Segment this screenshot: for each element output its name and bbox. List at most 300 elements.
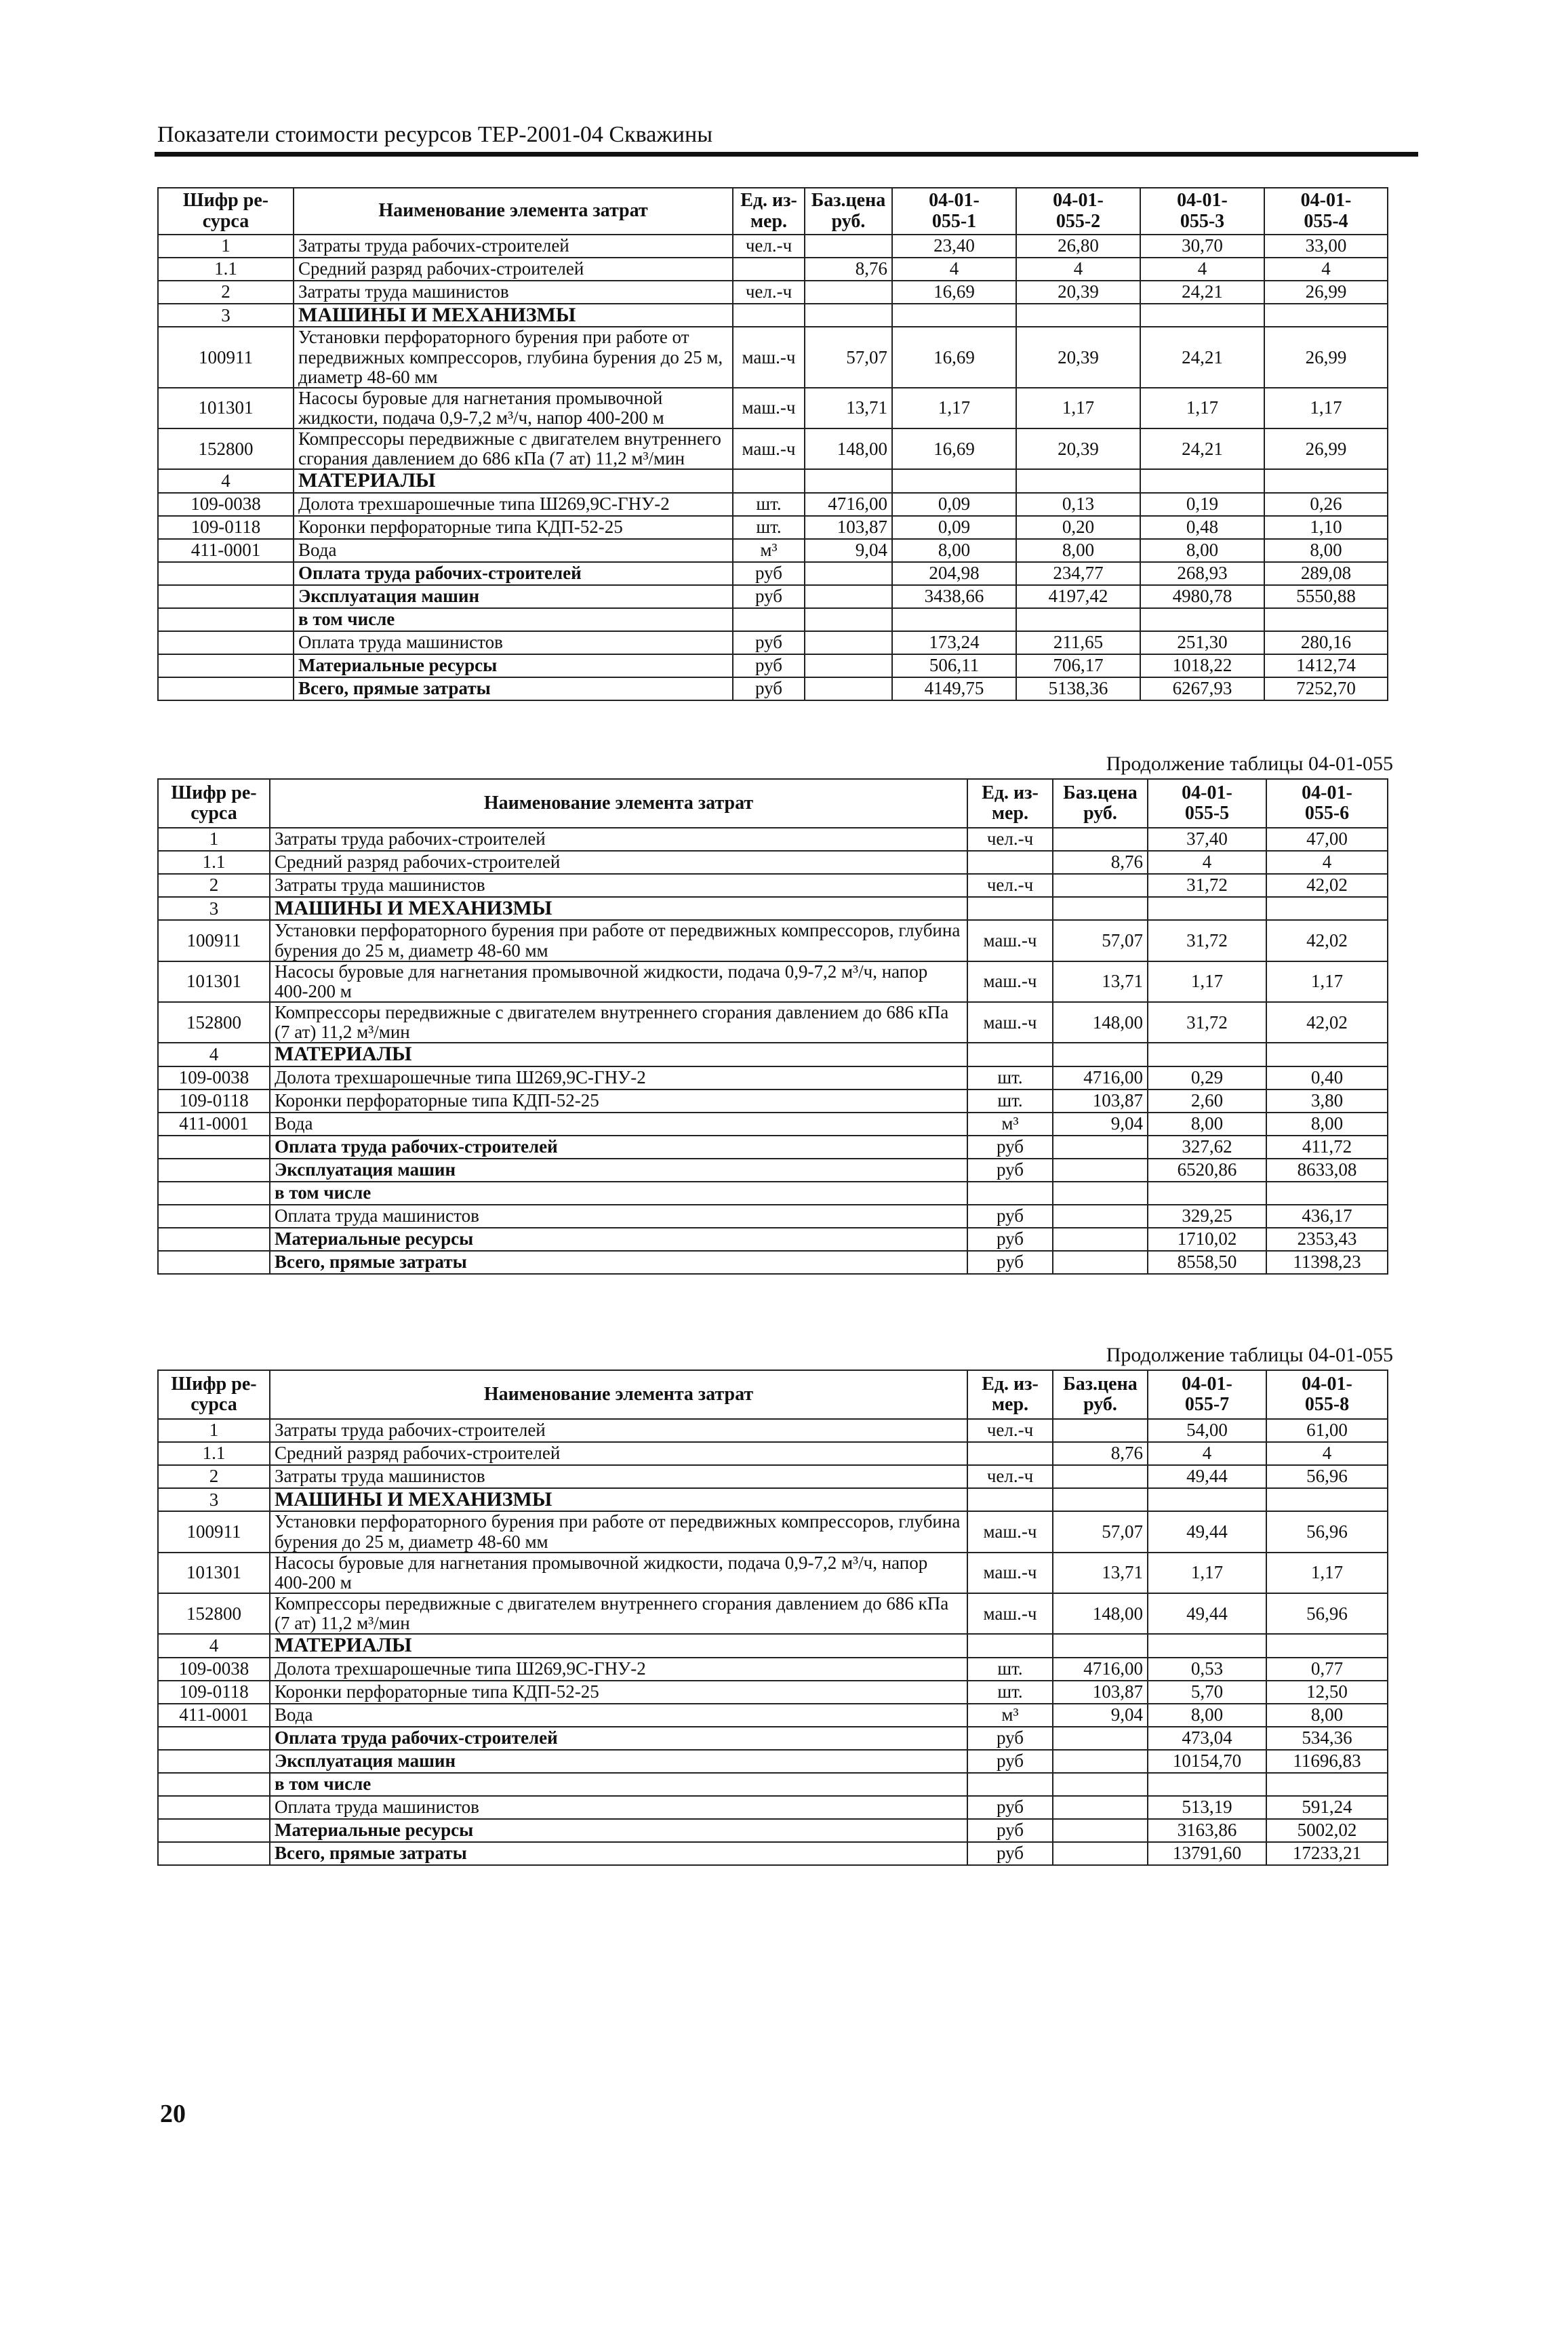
table-row — [158, 608, 1388, 631]
value-cell: 4 — [1266, 851, 1388, 874]
unit-cell: руб — [733, 654, 805, 677]
cost-element-name-cell: Затраты труда рабочих-строителей — [270, 1419, 967, 1442]
resource-code-cell: 101301 — [158, 961, 270, 1002]
cost-element-name-cell: Вода — [294, 539, 733, 562]
value-cell — [1148, 897, 1266, 920]
value-cell: 49,44 — [1148, 1593, 1266, 1634]
value-cell: 31,72 — [1148, 874, 1266, 897]
column-header: 04-01- 055-1 — [892, 188, 1016, 235]
column-header: 04-01- 055-8 — [1266, 1370, 1388, 1419]
cost-element-name-cell: Установки перфораторного бурения при работе от передвижных компрессоров, глубина бурения до 25 м, диаметр 48-60 мм — [270, 1511, 967, 1552]
value-cell: 1,10 — [1264, 516, 1388, 539]
resource-code-cell — [158, 1773, 270, 1796]
cost-element-name-cell: Всего, прямые затраты — [294, 677, 733, 700]
table-row — [158, 1465, 1388, 1488]
unit-cell: руб — [967, 1228, 1053, 1251]
table-row — [158, 1704, 1388, 1727]
resource-code-cell: 109-0038 — [158, 493, 294, 516]
resource-code-cell: 1 — [158, 1419, 270, 1442]
unit-cell: руб — [967, 1842, 1053, 1865]
value-cell — [1266, 1634, 1388, 1657]
table-row — [158, 562, 1388, 585]
value-cell: 436,17 — [1266, 1205, 1388, 1228]
base-price-cell — [805, 304, 892, 327]
table-row — [158, 585, 1388, 608]
table-1-caption: Продолжение таблицы 04-01-055 — [1106, 753, 1393, 775]
resource-code-cell — [158, 1159, 270, 1182]
cost-element-name-cell: Установки перфораторного бурения при работе от передвижных компрессоров, глубина бурения до 25 м, диаметр 48-60 мм — [294, 327, 733, 387]
resource-code-cell: 100911 — [158, 327, 294, 387]
table-row — [158, 258, 1388, 281]
value-cell — [1264, 608, 1388, 631]
resource-code-cell: 109-0038 — [158, 1066, 270, 1089]
unit-cell: руб — [733, 562, 805, 585]
table-row — [158, 281, 1388, 304]
resource-code-cell: 4 — [158, 1043, 270, 1066]
base-price-cell: 13,71 — [1053, 961, 1148, 1002]
unit-cell — [967, 1634, 1053, 1657]
value-cell: 0,53 — [1148, 1658, 1266, 1681]
column-header: Наименование элемента затрат — [294, 188, 733, 235]
cost-element-name-cell: Затраты труда рабочих-строителей — [270, 828, 967, 851]
value-cell: 1,17 — [1016, 388, 1140, 428]
unit-cell: шт. — [733, 516, 805, 539]
value-cell — [892, 608, 1016, 631]
value-cell: 289,08 — [1264, 562, 1388, 585]
cost-element-name-cell: МАШИНЫ И МЕХАНИЗМЫ — [270, 897, 967, 920]
table-row — [158, 851, 1388, 874]
value-cell: 4 — [1148, 851, 1266, 874]
unit-cell — [733, 469, 805, 492]
base-price-cell — [805, 235, 892, 258]
value-cell: 327,62 — [1148, 1136, 1266, 1159]
base-price-cell — [1053, 1228, 1148, 1251]
value-cell: 0,29 — [1148, 1066, 1266, 1089]
unit-cell: маш.-ч — [733, 428, 805, 469]
unit-cell: руб — [967, 1251, 1053, 1274]
resource-code-cell — [158, 1727, 270, 1750]
unit-cell: руб — [733, 677, 805, 700]
base-price-cell: 103,87 — [1053, 1089, 1148, 1113]
base-price-cell — [805, 608, 892, 631]
resource-code-cell — [158, 608, 294, 631]
column-header: Ед. из- мер. — [967, 1370, 1053, 1419]
value-cell: 1,17 — [1266, 961, 1388, 1002]
base-price-cell: 8,76 — [1053, 851, 1148, 874]
unit-cell — [733, 304, 805, 327]
unit-cell — [733, 258, 805, 281]
value-cell: 173,24 — [892, 631, 1016, 654]
column-header: Шифр ре- сурса — [158, 188, 294, 235]
value-cell: 4 — [1266, 1442, 1388, 1465]
value-cell: 56,96 — [1266, 1593, 1388, 1634]
value-cell: 20,39 — [1016, 281, 1140, 304]
value-cell — [1266, 1488, 1388, 1511]
value-cell: 5550,88 — [1264, 585, 1388, 608]
table-row — [158, 1593, 1388, 1634]
cost-element-name-cell: Насосы буровые для нагнетания промывочной жидкости, подача 0,9-7,2 м³/ч, напор 400-200 м — [294, 388, 733, 428]
base-price-cell: 4716,00 — [1053, 1658, 1148, 1681]
cost-element-name-cell: Коронки перфораторные типа КДП-52-25 — [294, 516, 733, 539]
table-row — [158, 1750, 1388, 1773]
unit-cell — [967, 897, 1053, 920]
unit-cell: м³ — [967, 1113, 1053, 1136]
page-number: 20 — [160, 2100, 186, 2128]
value-cell: 1,17 — [1148, 1553, 1266, 1593]
table-row — [158, 1442, 1388, 1465]
base-price-cell — [1053, 1488, 1148, 1511]
cost-element-name-cell: МАШИНЫ И МЕХАНИЗМЫ — [294, 304, 733, 327]
unit-cell: маш.-ч — [967, 961, 1053, 1002]
cost-element-name-cell: Долота трехшарошечные типа Ш269,9С-ГНУ-2 — [294, 493, 733, 516]
table-row — [158, 516, 1388, 539]
base-price-cell — [1053, 1251, 1148, 1274]
value-cell: 42,02 — [1266, 920, 1388, 961]
value-cell: 280,16 — [1264, 631, 1388, 654]
value-cell: 473,04 — [1148, 1727, 1266, 1750]
resource-code-cell: 1.1 — [158, 1442, 270, 1465]
unit-cell: чел.-ч — [967, 874, 1053, 897]
value-cell: 706,17 — [1016, 654, 1140, 677]
cost-element-name-cell: МАШИНЫ И МЕХАНИЗМЫ — [270, 1488, 967, 1511]
value-cell: 534,36 — [1266, 1727, 1388, 1750]
resource-code-cell: 1 — [158, 828, 270, 851]
value-cell: 5002,02 — [1266, 1819, 1388, 1842]
value-cell: 0,77 — [1266, 1658, 1388, 1681]
resource-code-cell — [158, 1842, 270, 1865]
resource-code-cell: 411-0001 — [158, 1704, 270, 1727]
value-cell: 211,65 — [1016, 631, 1140, 654]
cost-element-name-cell: в том числе — [270, 1773, 967, 1796]
value-cell — [1140, 608, 1264, 631]
cost-element-name-cell: Всего, прямые затраты — [270, 1251, 967, 1274]
table-row — [158, 327, 1388, 387]
value-cell: 8,00 — [1016, 539, 1140, 562]
base-price-cell — [805, 677, 892, 700]
resource-code-cell — [158, 677, 294, 700]
resource-code-cell: 152800 — [158, 1593, 270, 1634]
value-cell: 5138,36 — [1016, 677, 1140, 700]
resource-code-cell — [158, 1205, 270, 1228]
resource-code-cell: 411-0001 — [158, 1113, 270, 1136]
base-price-cell — [1053, 1465, 1148, 1488]
cost-element-name-cell: МАТЕРИАЛЫ — [270, 1043, 967, 1066]
value-cell — [1016, 304, 1140, 327]
value-cell: 3163,86 — [1148, 1819, 1266, 1842]
resource-code-cell: 2 — [158, 281, 294, 304]
value-cell — [1264, 469, 1388, 492]
base-price-cell — [1053, 1159, 1148, 1182]
base-price-cell: 9,04 — [1053, 1704, 1148, 1727]
cost-element-name-cell: Затраты труда рабочих-строителей — [294, 235, 733, 258]
value-cell: 8,00 — [1140, 539, 1264, 562]
unit-cell: шт. — [733, 493, 805, 516]
base-price-cell: 4716,00 — [805, 493, 892, 516]
unit-cell — [967, 1442, 1053, 1465]
resource-code-cell — [158, 1796, 270, 1819]
resource-code-cell: 100911 — [158, 920, 270, 961]
value-cell: 3,80 — [1266, 1089, 1388, 1113]
value-cell: 1,17 — [1266, 1553, 1388, 1593]
resource-code-cell: 1.1 — [158, 258, 294, 281]
value-cell — [1148, 1773, 1266, 1796]
resource-code-cell: 101301 — [158, 388, 294, 428]
value-cell: 2,60 — [1148, 1089, 1266, 1113]
table-row — [158, 304, 1388, 327]
table-2-caption: Продолжение таблицы 04-01-055 — [1106, 1344, 1393, 1366]
value-cell: 24,21 — [1140, 281, 1264, 304]
base-price-cell — [1053, 1727, 1148, 1750]
value-cell: 4 — [1264, 258, 1388, 281]
value-cell — [1148, 1043, 1266, 1066]
cost-element-name-cell: Вода — [270, 1704, 967, 1727]
cost-element-name-cell: Материальные ресурсы — [270, 1228, 967, 1251]
base-price-cell: 13,71 — [1053, 1553, 1148, 1593]
cost-element-name-cell: Оплата труда машинистов — [270, 1796, 967, 1819]
value-cell: 4980,78 — [1140, 585, 1264, 608]
table-row — [158, 493, 1388, 516]
unit-cell: маш.-ч — [967, 1593, 1053, 1634]
cost-element-name-cell: Оплата труда рабочих-строителей — [270, 1136, 967, 1159]
value-cell — [1016, 608, 1140, 631]
header-rule — [155, 152, 1418, 157]
resource-code-cell — [158, 631, 294, 654]
value-cell: 11398,23 — [1266, 1251, 1388, 1274]
cost-element-name-cell: Эксплуатация машин — [294, 585, 733, 608]
resource-code-cell: 3 — [158, 897, 270, 920]
base-price-cell — [1053, 874, 1148, 897]
value-cell: 26,99 — [1264, 281, 1388, 304]
resource-code-cell: 100911 — [158, 1511, 270, 1552]
unit-cell: маш.-ч — [967, 920, 1053, 961]
table-row — [158, 1002, 1388, 1043]
table-row — [158, 677, 1388, 700]
unit-cell: руб — [967, 1796, 1053, 1819]
cost-element-name-cell: Коронки перфораторные типа КДП-52-25 — [270, 1681, 967, 1704]
resource-code-cell: 1 — [158, 235, 294, 258]
base-price-cell: 148,00 — [805, 428, 892, 469]
resource-code-cell — [158, 562, 294, 585]
table-row — [158, 874, 1388, 897]
cost-element-name-cell: Вода — [270, 1113, 967, 1136]
value-cell: 1,17 — [892, 388, 1016, 428]
table-row — [158, 1089, 1388, 1113]
base-price-cell — [1053, 1842, 1148, 1865]
value-cell: 329,25 — [1148, 1205, 1266, 1228]
value-cell: 0,48 — [1140, 516, 1264, 539]
value-cell: 26,80 — [1016, 235, 1140, 258]
base-price-cell — [1053, 1796, 1148, 1819]
value-cell: 8,00 — [1148, 1113, 1266, 1136]
cost-table-1 — [157, 187, 1388, 701]
resource-code-cell: 109-0118 — [158, 1089, 270, 1113]
unit-cell: маш.-ч — [967, 1002, 1053, 1043]
table-row — [158, 1634, 1388, 1657]
cost-element-name-cell: в том числе — [270, 1182, 967, 1205]
value-cell — [1266, 1182, 1388, 1205]
cost-element-name-cell: Затраты труда машинистов — [294, 281, 733, 304]
unit-cell — [967, 1182, 1053, 1205]
cost-element-name-cell: Оплата труда машинистов — [270, 1205, 967, 1228]
table-row — [158, 235, 1388, 258]
base-price-cell: 8,76 — [1053, 1442, 1148, 1465]
value-cell: 0,09 — [892, 516, 1016, 539]
value-cell: 506,11 — [892, 654, 1016, 677]
cost-element-name-cell: Насосы буровые для нагнетания промывочной жидкости, подача 0,9-7,2 м³/ч, напор 400-200 м — [270, 1553, 967, 1593]
cost-element-name-cell: Долота трехшарошечные типа Ш269,9С-ГНУ-2 — [270, 1066, 967, 1089]
cost-element-name-cell: Материальные ресурсы — [270, 1819, 967, 1842]
base-price-cell — [1053, 828, 1148, 851]
value-cell: 20,39 — [1016, 428, 1140, 469]
table-row — [158, 1251, 1388, 1274]
value-cell: 49,44 — [1148, 1511, 1266, 1552]
column-header: Баз.цена руб. — [805, 188, 892, 235]
value-cell: 234,77 — [1016, 562, 1140, 585]
unit-cell: шт. — [967, 1658, 1053, 1681]
value-cell: 411,72 — [1266, 1136, 1388, 1159]
unit-cell: руб — [967, 1819, 1053, 1842]
cost-element-name-cell: МАТЕРИАЛЫ — [294, 469, 733, 492]
column-header: 04-01- 055-6 — [1266, 779, 1388, 828]
unit-cell: чел.-ч — [733, 235, 805, 258]
value-cell: 7252,70 — [1264, 677, 1388, 700]
resource-code-cell — [158, 585, 294, 608]
value-cell: 16,69 — [892, 327, 1016, 387]
base-price-cell — [805, 469, 892, 492]
unit-cell: чел.-ч — [967, 1419, 1053, 1442]
value-cell — [1016, 469, 1140, 492]
table-row — [158, 1658, 1388, 1681]
table-row — [158, 1773, 1388, 1796]
base-price-cell: 148,00 — [1053, 1593, 1148, 1634]
value-cell: 37,40 — [1148, 828, 1266, 851]
value-cell: 56,96 — [1266, 1465, 1388, 1488]
table-row — [158, 1182, 1388, 1205]
value-cell: 10154,70 — [1148, 1750, 1266, 1773]
column-header: Наименование элемента затрат — [270, 1370, 967, 1419]
value-cell: 1710,02 — [1148, 1228, 1266, 1251]
base-price-cell — [805, 562, 892, 585]
table-row — [158, 1043, 1388, 1066]
cost-element-name-cell: Компрессоры передвижные с двигателем внутреннего сгорания давлением до 686 кПа (7 ат) 11,2 м³/мин — [270, 1593, 967, 1634]
table-row — [158, 539, 1388, 562]
unit-cell: шт. — [967, 1089, 1053, 1113]
table-row — [158, 1159, 1388, 1182]
value-cell — [892, 304, 1016, 327]
unit-cell: шт. — [967, 1066, 1053, 1089]
resource-code-cell: 152800 — [158, 428, 294, 469]
base-price-cell — [1053, 1819, 1148, 1842]
value-cell: 8,00 — [1266, 1704, 1388, 1727]
value-cell: 47,00 — [1266, 828, 1388, 851]
unit-cell: чел.-ч — [967, 828, 1053, 851]
table-row — [158, 428, 1388, 469]
resource-code-cell: 109-0118 — [158, 1681, 270, 1704]
value-cell: 17233,21 — [1266, 1842, 1388, 1865]
value-cell: 4 — [1148, 1442, 1266, 1465]
base-price-cell: 4716,00 — [1053, 1066, 1148, 1089]
base-price-cell: 148,00 — [1053, 1002, 1148, 1043]
resource-code-cell: 3 — [158, 304, 294, 327]
unit-cell — [967, 851, 1053, 874]
column-header: Шифр ре- сурса — [158, 1370, 270, 1419]
value-cell: 0,40 — [1266, 1066, 1388, 1089]
value-cell: 6520,86 — [1148, 1159, 1266, 1182]
resource-code-cell — [158, 1136, 270, 1159]
resource-code-cell — [158, 1228, 270, 1251]
cost-element-name-cell: Компрессоры передвижные с двигателем внутреннего сгорания давлением до 686 кПа (7 ат) 11,2 м³/мин — [270, 1002, 967, 1043]
unit-cell: маш.-ч — [733, 388, 805, 428]
value-cell: 8633,08 — [1266, 1159, 1388, 1182]
cost-element-name-cell: Средний разряд рабочих-строителей — [270, 851, 967, 874]
unit-cell: руб — [967, 1205, 1053, 1228]
cost-element-name-cell: Эксплуатация машин — [270, 1159, 967, 1182]
column-header: 04-01- 055-4 — [1264, 188, 1388, 235]
value-cell — [1266, 1773, 1388, 1796]
base-price-cell — [1053, 1634, 1148, 1657]
base-price-cell: 57,07 — [1053, 1511, 1148, 1552]
value-cell — [892, 469, 1016, 492]
cost-element-name-cell: Средний разряд рабочих-строителей — [270, 1442, 967, 1465]
column-header: Наименование элемента затрат — [270, 779, 967, 828]
table-row — [158, 1228, 1388, 1251]
unit-cell: м³ — [733, 539, 805, 562]
value-cell — [1140, 304, 1264, 327]
unit-cell: шт. — [967, 1681, 1053, 1704]
value-cell: 3438,66 — [892, 585, 1016, 608]
column-header: 04-01- 055-3 — [1140, 188, 1264, 235]
value-cell: 31,72 — [1148, 920, 1266, 961]
cost-element-name-cell: Затраты труда машинистов — [270, 1465, 967, 1488]
column-header: Шифр ре- сурса — [158, 779, 270, 828]
value-cell — [1148, 1182, 1266, 1205]
value-cell: 0,09 — [892, 493, 1016, 516]
base-price-cell: 8,76 — [805, 258, 892, 281]
resource-code-cell — [158, 1251, 270, 1274]
unit-cell: руб — [967, 1136, 1053, 1159]
value-cell: 4197,42 — [1016, 585, 1140, 608]
resource-code-cell: 152800 — [158, 1002, 270, 1043]
resource-code-cell — [158, 1819, 270, 1842]
table-row — [158, 1819, 1388, 1842]
base-price-cell: 9,04 — [1053, 1113, 1148, 1136]
unit-cell: чел.-ч — [967, 1465, 1053, 1488]
unit-cell — [733, 608, 805, 631]
value-cell: 49,44 — [1148, 1465, 1266, 1488]
resource-code-cell: 2 — [158, 874, 270, 897]
column-header: Баз.цена руб. — [1053, 1370, 1148, 1419]
table-row — [158, 1066, 1388, 1089]
value-cell — [1266, 1043, 1388, 1066]
column-header: Баз.цена руб. — [1053, 779, 1148, 828]
value-cell: 8,00 — [1266, 1113, 1388, 1136]
value-cell: 4 — [1016, 258, 1140, 281]
resource-code-cell: 4 — [158, 469, 294, 492]
table-row — [158, 1727, 1388, 1750]
value-cell: 268,93 — [1140, 562, 1264, 585]
unit-cell: руб — [967, 1750, 1053, 1773]
value-cell: 8,00 — [1264, 539, 1388, 562]
value-cell: 1,17 — [1140, 388, 1264, 428]
value-cell: 12,50 — [1266, 1681, 1388, 1704]
resource-code-cell: 1.1 — [158, 851, 270, 874]
value-cell: 4 — [892, 258, 1016, 281]
cost-element-name-cell: Долота трехшарошечные типа Ш269,9С-ГНУ-2 — [270, 1658, 967, 1681]
unit-cell: маш.-ч — [733, 327, 805, 387]
value-cell: 0,26 — [1264, 493, 1388, 516]
value-cell — [1148, 1488, 1266, 1511]
base-price-cell: 9,04 — [805, 539, 892, 562]
